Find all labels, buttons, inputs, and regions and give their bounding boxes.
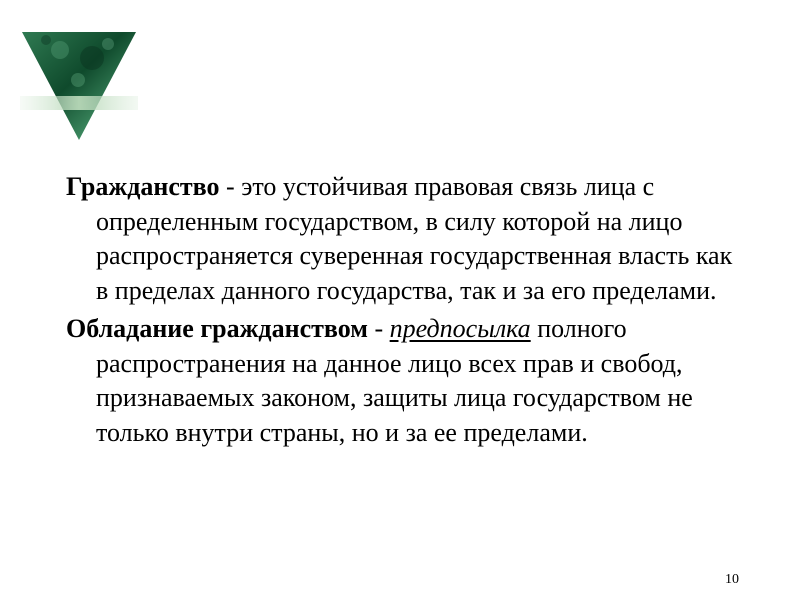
term-separator: - bbox=[367, 314, 390, 343]
marble-triangle-logo-icon bbox=[20, 30, 138, 142]
slide-body bbox=[66, 170, 746, 450]
definition-citizenship bbox=[66, 170, 746, 308]
term-separator: - bbox=[219, 172, 242, 201]
definition-holding-citizenship bbox=[66, 312, 746, 450]
emphasized-word: предпосылка bbox=[389, 314, 531, 343]
definition-text: это устойчивая правовая связь лица с определенным государством, в силу которой на лицо распространяется суверенная государственная власть как в пределах данного государства, так и за его пределами. bbox=[96, 172, 733, 305]
term-label: Обладание гражданством bbox=[66, 314, 368, 343]
page-number: 10 bbox=[725, 572, 739, 587]
definition-text: полного распространения на данное лицо всех прав и свобод, признаваемых законом, защиты лица государством не только внутри страны, но и за ее пределами. bbox=[96, 314, 693, 447]
term-label: Гражданство bbox=[66, 172, 220, 201]
